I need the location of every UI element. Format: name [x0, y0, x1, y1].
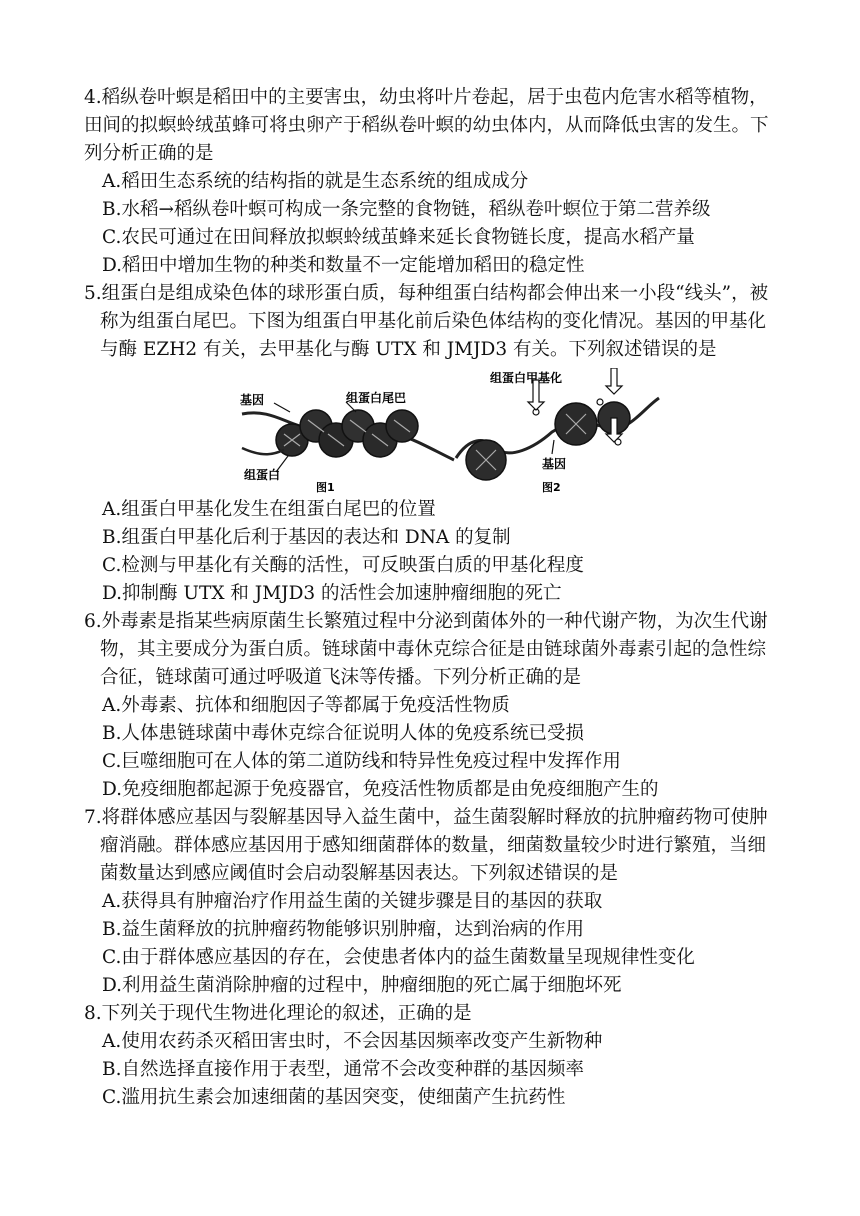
figure-1	[240, 390, 454, 494]
question-5-option-c: C.检测与甲基化有关酶的活性，可反映蛋白质的甲基化程度	[102, 555, 584, 576]
fig1-label-histone: 组蛋白	[244, 468, 281, 482]
question-7-option-a: A.获得具有肿瘤治疗作用益生菌的关键步骤是目的基因的获取	[102, 891, 603, 912]
question-6-option-c: C.巨噬细胞可在人体的第二道防线和特异性免疫过程中发挥作用	[102, 751, 621, 772]
question-8-stem: 8.下列关于现代生物进化理论的叙述，正确的是	[84, 1003, 472, 1024]
question-6-stem: 6.外毒素是指某些病原菌生长繁殖过程中分泌到菌体外的一种代谢产物，为次生代谢物，其主要成分为蛋白质。链球菌中毒休克综合征是由链球菌外毒素引起的急性综合征，链球菌可通过呼吸道飞沫等传播。下列分析正确的是	[84, 611, 768, 688]
question-8	[84, 1000, 784, 1112]
figure-2	[456, 368, 659, 494]
question-5-option-b: B.组蛋白甲基化后利于基因的表达和 DNA 的复制	[102, 527, 511, 548]
question-8-option-a: A.使用农药杀灭稻田害虫时，不会因基因频率改变产生新物种	[102, 1031, 603, 1052]
question-8-option-b: B.自然选择直接作用于表型，通常不会改变种群的基因频率	[102, 1059, 584, 1080]
question-4-option-d: D.稻田中增加生物的种类和数量不一定能增加稻田的稳定性	[102, 255, 585, 276]
question-5	[84, 280, 784, 608]
question-5-option-d: D.抑制酶 UTX 和 JMJD3 的活性会加速肿瘤细胞的死亡	[102, 583, 562, 604]
question-5-stem: 5.组蛋白是组成染色体的球形蛋白质，每种组蛋白结构都会伸出来一小段“线头”，被称为组蛋白尾巴。下图为组蛋白甲基化前后染色体结构的变化情况。基因的甲基化与酶 EZH2 有关，去甲基化与酶 UTX 和 JMJD3 有关。下列叙述错误的是	[84, 283, 769, 360]
question-6	[84, 608, 784, 804]
arrow-icon	[606, 368, 622, 394]
question-7-option-b: B.益生菌释放的抗肿瘤药物能够识别肿瘤，达到治病的作用	[102, 919, 584, 940]
question-7	[84, 804, 784, 1000]
question-6-option-a: A.外毒素、抗体和细胞因子等都属于免疫活性物质	[102, 695, 510, 716]
question-4-option-c: C.农民可通过在田间释放拟螟蛉绒茧蜂来延长食物链长度，提高水稻产量	[102, 227, 695, 248]
chromatin-figure	[84, 368, 784, 494]
fig2-caption: 图2	[542, 481, 561, 494]
chromatin-diagram	[84, 368, 784, 494]
question-6-option-d: D.免疫细胞都起源于免疫器官，免疫活性物质都是由免疫细胞产生的	[102, 779, 659, 800]
question-4-option-b: B.水稻→稻纵卷叶螟可构成一条完整的食物链，稻纵卷叶螟位于第二营养级	[102, 199, 711, 220]
fig2-label-methyl: 组蛋白甲基化	[490, 371, 563, 385]
fig1-label-gene: 基因	[240, 393, 265, 407]
question-8-option-c: C.滥用抗生素会加速细菌的基因突变，使细菌产生抗药性	[102, 1087, 566, 1108]
question-7-option-c: C.由于群体感应基因的存在，会使患者体内的益生菌数量呈现规律性变化	[102, 947, 695, 968]
question-4-option-a: A.稻田生态系统的结构指的就是生态系统的组成成分	[102, 171, 529, 192]
question-4-stem: 4.稻纵卷叶螟是稻田中的主要害虫，幼虫将叶片卷起，居于虫苞内危害水稻等植物，田间的拟螟蛉绒茧蜂可将虫卵产于稻纵卷叶螟的幼虫体内，从而降低虫害的发生。下列分析正确的是	[84, 87, 769, 164]
exam-page	[84, 84, 784, 1112]
question-7-option-d: D.利用益生菌消除肿瘤的过程中，肿瘤细胞的死亡属于细胞坏死	[102, 975, 622, 996]
question-4	[84, 84, 784, 280]
question-7-stem: 7.将群体感应基因与裂解基因导入益生菌中，益生菌裂解时释放的抗肿瘤药物可使肿瘤消融。群体感应基因用于感知细菌群体的数量，细菌数量较少时进行繁殖，当细菌数量达到感应阈值时会启动裂解基因表达。下列叙述错误的是	[84, 807, 768, 884]
question-6-option-b: B.人体患链球菌中毒休克综合征说明人体的免疫系统已受损	[102, 723, 584, 744]
fig1-label-tail: 组蛋白尾巴	[346, 391, 407, 405]
fig2-label-gene: 基因	[542, 457, 567, 471]
fig1-caption: 图1	[316, 481, 335, 494]
question-5-option-a: A.组蛋白甲基化发生在组蛋白尾巴的位置	[102, 499, 436, 520]
